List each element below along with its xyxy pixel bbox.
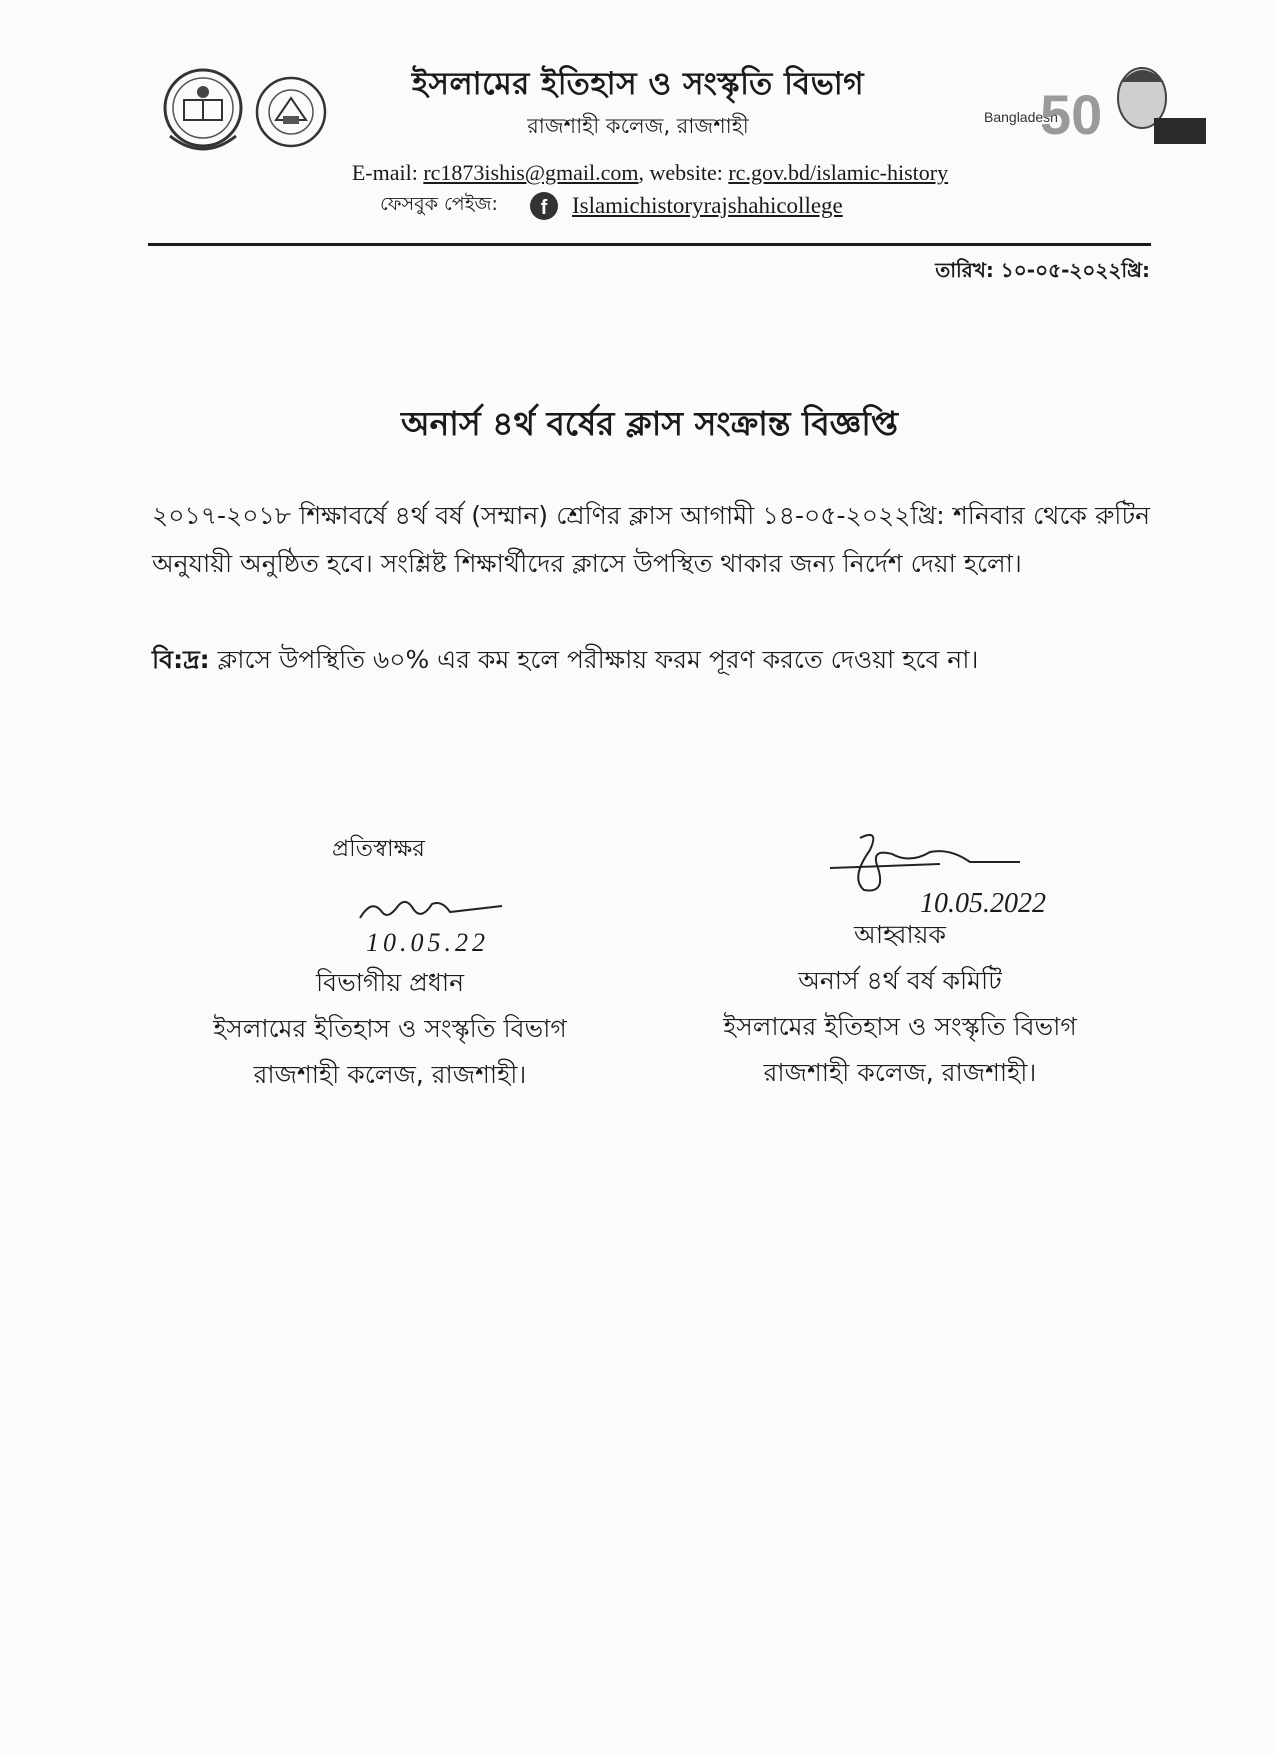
header-divider xyxy=(148,243,1151,246)
head-college: রাজশাহী কলেজ, রাজশাহী। xyxy=(253,1060,527,1089)
convener-college: রাজশাহী কলেজ, রাজশাহী। xyxy=(763,1058,1037,1087)
website-link[interactable]: rc.gov.bd/islamic-history xyxy=(728,160,949,185)
head-designation: বিভাগীয় প্রধান xyxy=(316,968,464,997)
notice-date: তারিখ: ১০-০৫-২০২২খ্রি: xyxy=(935,258,1150,282)
department-title: ইসলামের ইতিহাস ও সংস্কৃতি বিভাগ xyxy=(411,66,865,102)
college-emblem-logo xyxy=(160,66,246,162)
bangladesh-logo-text: Bangladesh xyxy=(984,109,1058,125)
notice-note xyxy=(152,640,1152,683)
convener-committee: অনার্স ৪র্থ বর্ষ কমিটি xyxy=(798,966,1002,995)
convener-signature-date: 10.05.2022 xyxy=(920,888,1046,919)
notice-title: অনার্স ৪র্থ বর্ষের ক্লাস সংক্রান্ত বিজ্ঞপ্তি xyxy=(401,404,898,443)
convener-signatory-block xyxy=(690,912,1110,1096)
bangladesh-50-logo xyxy=(984,52,1210,152)
department-seal-logo xyxy=(254,70,328,156)
facebook-label: ফেসবুক পেইজ: xyxy=(380,193,498,215)
facebook-page-link[interactable]: Islamichistoryrajshahicollege xyxy=(571,193,843,218)
contact-line xyxy=(270,160,1030,186)
head-signature-date: 10.05.22 xyxy=(366,928,489,957)
email-link[interactable]: rc1873ishis@gmail.com xyxy=(423,160,639,185)
convener-designation: আহ্বায়ক xyxy=(854,920,946,949)
college-name: রাজশাহী কলেজ, রাজশাহী xyxy=(527,114,749,138)
note-text: ক্লাসে উপস্থিতি ৬০% এর কম হলে পরীক্ষায় ফরম পূরণ করতে দেওয়া হবে না। xyxy=(209,645,979,674)
svg-text:50: 50 xyxy=(1040,83,1103,146)
facebook-icon: f xyxy=(530,192,558,220)
convener-department: ইসলামের ইতিহাস ও সংস্কৃতি বিভাগ xyxy=(723,1012,1077,1041)
head-department: ইসলামের ইতিহাস ও সংস্কৃতি বিভাগ xyxy=(213,1014,567,1043)
note-prefix: বি:দ্র: xyxy=(152,645,210,674)
email-label: E-mail: xyxy=(351,160,424,185)
website-label: , website: xyxy=(638,160,729,185)
countersign-label: প্রতিস্বাক্ষর xyxy=(332,836,425,862)
notice-body: ২০১৭-২০১৮ শিক্ষাবর্ষে ৪র্থ বর্ষ (সম্মান) শ্রেণির ক্লাস আগামী ১৪-০৫-২০২২খ্রি: শনিবার থেকে রুটিন অনুযায়ী অনুষ্ঠিত হবে। সংশ্লিষ্ট শিক্ষার্থীদের ক্লাসে উপস্থিত থাকার জন্য নির্দেশ দেয়া হলো। xyxy=(152,501,1150,578)
head-signatory-block xyxy=(160,960,620,1098)
facebook-line xyxy=(380,190,940,222)
